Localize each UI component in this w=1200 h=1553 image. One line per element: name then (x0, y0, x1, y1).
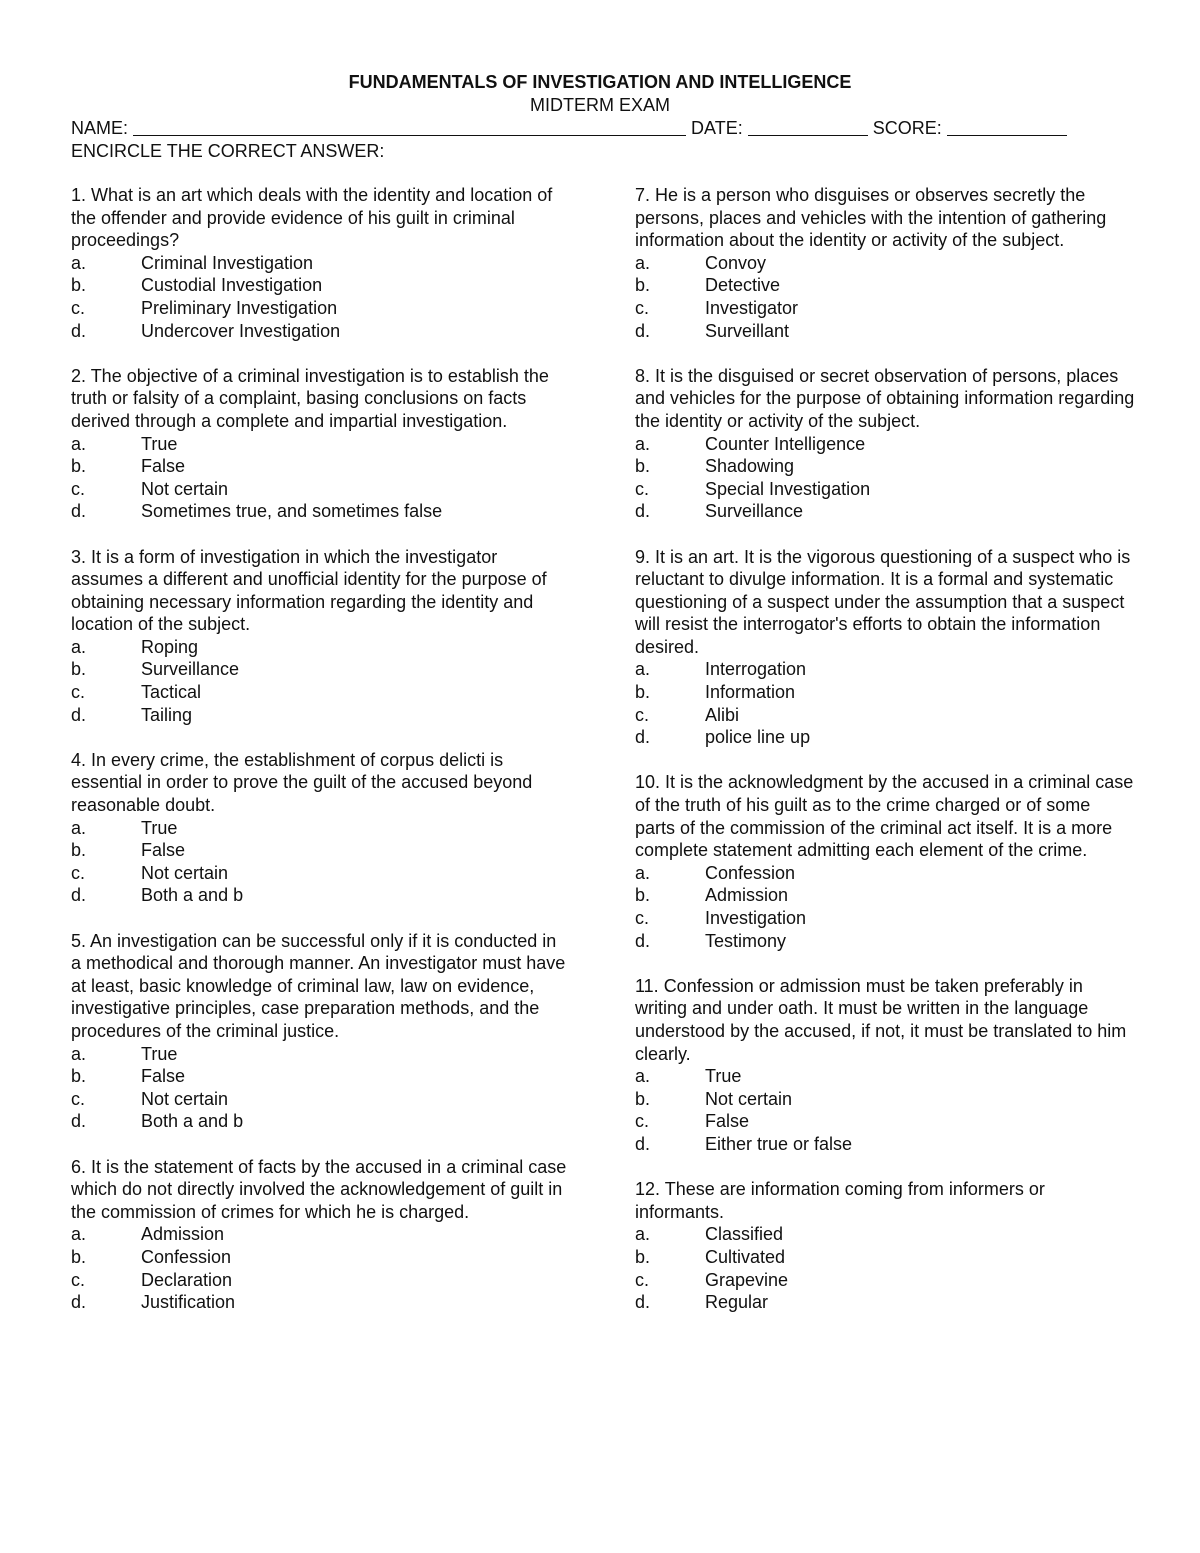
answer-choice[interactable] (635, 252, 1135, 275)
choice-text: False (141, 456, 186, 477)
answer-choice[interactable] (635, 1133, 1135, 1156)
answer-choice[interactable] (71, 455, 571, 478)
choice-text: Interrogation (705, 659, 807, 680)
answer-choice[interactable] (71, 320, 571, 343)
choice-letter: a. (71, 252, 87, 273)
choice-text: Not certain (141, 862, 229, 883)
choice-letter: b. (71, 840, 87, 861)
choice-letter: b. (71, 1066, 87, 1087)
choice-text: False (141, 840, 186, 861)
choice-letter: b. (71, 275, 87, 296)
choice-letter: d. (635, 320, 651, 341)
question-text: 2. The objective of a criminal investigation is to establish the truth or falsity of a complaint, basing conclusions on facts derived through a complete and impartial investigation. (71, 365, 549, 431)
question-text: 8. It is the disguised or secret observation of persons, places and vehicles for the purpose of obtaining information regarding the identity or activity of the subject. (635, 365, 1135, 431)
question-block (71, 930, 571, 1133)
choice-letter: c. (635, 1269, 650, 1290)
answer-choice[interactable] (71, 274, 571, 297)
choice-letter: d. (635, 501, 651, 522)
choice-text: Cultivated (705, 1246, 786, 1267)
choice-text: Counter Intelligence (705, 433, 866, 454)
choice-letter: a. (71, 636, 87, 657)
answer-choice[interactable] (635, 1223, 1135, 1246)
instruction-text: ENCIRCLE THE CORRECT ANSWER: (71, 141, 385, 161)
choice-text: Tactical (141, 682, 202, 703)
choice-text: Alibi (705, 704, 740, 725)
choice-letter: c. (71, 682, 86, 703)
choice-text: Preliminary Investigation (141, 297, 338, 318)
answer-choice[interactable] (71, 297, 571, 320)
answer-choice[interactable] (71, 1269, 571, 1292)
question-text: 7. He is a person who disguises or observes secretly the persons, places and vehicles with the intention of gathering information about the identity or activity of the subject. (635, 185, 1107, 251)
choice-letter: a. (71, 1043, 87, 1064)
answer-choice[interactable] (635, 1291, 1135, 1314)
question-block (635, 1178, 1135, 1314)
choice-letter: c. (635, 478, 650, 499)
choice-letter: b. (635, 682, 651, 703)
right-question-column (635, 184, 1135, 1336)
answer-choice[interactable] (635, 726, 1135, 749)
choice-text: True (141, 817, 178, 838)
answer-choice[interactable] (635, 274, 1135, 297)
choice-letter: c. (635, 1111, 650, 1132)
answer-choice[interactable] (635, 320, 1135, 343)
question-block (71, 546, 571, 727)
choice-letter: c. (71, 1269, 86, 1290)
score-label: SCORE: (872, 118, 942, 138)
name-blank (133, 119, 686, 136)
answer-choice[interactable] (71, 1291, 571, 1314)
choice-letter: d. (71, 1292, 87, 1313)
choice-text: Surveillance (141, 659, 240, 680)
choice-letter: c. (71, 862, 86, 883)
question-block (635, 975, 1135, 1156)
choice-text: Sometimes true, and sometimes false (141, 501, 443, 522)
answer-choice[interactable] (635, 297, 1135, 320)
choice-text: True (705, 1066, 742, 1087)
answer-choice[interactable] (635, 907, 1135, 930)
choice-text: Shadowing (705, 456, 795, 477)
left-question-column (71, 184, 571, 1336)
answer-choice[interactable] (71, 704, 571, 727)
choice-letter: d. (635, 1133, 651, 1154)
choice-text: Criminal Investigation (141, 252, 314, 273)
answer-choice[interactable] (635, 930, 1135, 953)
answer-choice[interactable] (635, 862, 1135, 885)
choice-letter: a. (635, 1066, 651, 1087)
choice-text: Both a and b (141, 885, 244, 906)
choice-text: Information (705, 682, 796, 703)
question-text: 5. An investigation can be successful only if it is conducted in a methodical and thorough manner. An investigator must have at least, basic knowledge of criminal law, law on evidence, investigative principles, case preparation methods, and the procedures of the criminal justice. (71, 930, 566, 1041)
question-text: 11. Confession or admission must be taken preferably in writing and under oath. It must be written in the language understood by the accused, if not, it must be translated to him clearly. (635, 975, 1127, 1064)
answer-choice[interactable] (71, 1110, 571, 1133)
choice-text: Tailing (141, 704, 193, 725)
question-text: 1. What is an art which deals with the identity and location of the offender and provide evidence of his guilt in criminal proceedings? (71, 185, 553, 251)
choice-letter: a. (635, 1224, 651, 1245)
answer-choice[interactable] (635, 884, 1135, 907)
answer-choice[interactable] (635, 681, 1135, 704)
choice-letter: b. (635, 1088, 651, 1109)
answer-choice[interactable] (71, 500, 571, 523)
choice-text: Surveillance (705, 501, 804, 522)
choice-text: Confession (141, 1246, 232, 1267)
answer-choice[interactable] (635, 658, 1135, 681)
choice-text: Both a and b (141, 1111, 244, 1132)
answer-choice[interactable] (71, 433, 571, 456)
choice-text: False (141, 1066, 186, 1087)
question-block (635, 184, 1135, 342)
choice-letter: c. (635, 908, 650, 928)
choice-letter: c. (635, 704, 650, 725)
choice-letter: c. (71, 478, 86, 499)
choice-letter: a. (71, 1224, 87, 1245)
choice-text: Not certain (705, 1088, 793, 1109)
choice-letter: a. (635, 659, 651, 680)
choice-text: Admission (705, 885, 789, 906)
choice-letter: a. (635, 862, 651, 883)
choice-text: Not certain (141, 1088, 229, 1109)
choice-letter: b. (635, 275, 651, 296)
answer-choice[interactable] (71, 252, 571, 275)
question-text: 3. It is a form of investigation in which the investigator assumes a different and unofficial identity for the purpose of obtaining necessary information regarding the identity and location of the subject. (71, 546, 547, 635)
question-text: 4. In every crime, the establishment of corpus delicti is essential in order to prove the guilt of the accused beyond reasonable doubt. (71, 749, 533, 816)
choice-letter: a. (71, 433, 87, 454)
answer-choice[interactable] (71, 1065, 571, 1088)
choice-text: Investigator (705, 297, 799, 318)
answer-choice[interactable] (71, 839, 571, 862)
choice-letter: d. (635, 727, 651, 748)
choice-letter: b. (635, 885, 651, 906)
answer-choice[interactable] (635, 1269, 1135, 1292)
answer-choice[interactable] (71, 478, 571, 501)
question-block (635, 365, 1135, 523)
answer-choice[interactable] (635, 1088, 1135, 1111)
answer-choice[interactable] (71, 1043, 571, 1066)
answer-choice[interactable] (635, 1065, 1135, 1088)
student-info-line (71, 117, 1131, 139)
choice-letter: d. (71, 501, 87, 522)
choice-letter: c. (635, 297, 650, 318)
answer-choice[interactable] (71, 1246, 571, 1269)
name-label: NAME: (71, 118, 129, 138)
choice-text: True (141, 433, 178, 454)
date-label: DATE: (691, 118, 743, 138)
choice-letter: b. (71, 1246, 87, 1267)
choice-letter: a. (635, 433, 651, 454)
choice-letter: b. (635, 1246, 651, 1267)
choice-text: Grapevine (705, 1269, 789, 1290)
choice-letter: d. (71, 885, 87, 906)
choice-text: Detective (705, 275, 781, 296)
choice-text: False (705, 1111, 750, 1132)
question-text: 6. It is the statement of facts by the accused in a criminal case which do not directly involved the acknowledgement of guilt in the commission of crimes for which he is charged. (71, 1156, 567, 1222)
choice-text: Classified (705, 1224, 784, 1245)
choice-letter: c. (71, 1088, 86, 1109)
question-text: 9. It is an art. It is the vigorous questioning of a suspect who is reluctant to divulge information. It is a formal and systematic questioning of a suspect under the assumption that a suspect will resist the interrogator's efforts to obtain the information desired. (635, 546, 1131, 657)
answer-choice[interactable] (71, 1088, 571, 1111)
answer-choice[interactable] (635, 1110, 1135, 1133)
choice-text: Convoy (705, 252, 767, 273)
answer-choice[interactable] (635, 1246, 1135, 1269)
choice-text: Investigation (705, 908, 807, 928)
answer-choice[interactable] (635, 704, 1135, 727)
question-block (635, 771, 1135, 952)
answer-choice[interactable] (71, 681, 571, 704)
choice-text: Either true or false (705, 1133, 853, 1154)
choice-letter: b. (71, 456, 87, 477)
choice-letter: d. (635, 930, 651, 951)
choice-text: Justification (141, 1292, 236, 1313)
question-block (71, 184, 571, 342)
answer-choice[interactable] (635, 455, 1135, 478)
question-block (71, 749, 571, 907)
answer-choice[interactable] (71, 862, 571, 885)
choice-text: Undercover Investigation (141, 320, 341, 341)
question-block (635, 546, 1135, 749)
date-blank (748, 119, 868, 136)
choice-text: Custodial Investigation (141, 275, 323, 296)
score-blank (947, 119, 1067, 136)
choice-letter: d. (635, 1292, 651, 1313)
answer-choice[interactable] (71, 884, 571, 907)
choice-text: Special Investigation (705, 478, 871, 499)
question-block (71, 1156, 571, 1314)
choice-text: True (141, 1043, 178, 1064)
answer-choice[interactable] (71, 1223, 571, 1246)
question-block (71, 365, 571, 523)
answer-choice[interactable] (635, 500, 1135, 523)
choice-text: police line up (705, 727, 811, 748)
choice-letter: a. (71, 817, 87, 838)
exam-title: FUNDAMENTALS OF INVESTIGATION AND INTELLIGENCE (348, 72, 852, 92)
choice-text: Surveillant (705, 320, 790, 341)
exam-subtitle: MIDTERM EXAM (529, 95, 670, 115)
question-text: 12. These are information coming from informers or informants. (635, 1179, 1045, 1222)
choice-text: Declaration (141, 1269, 233, 1290)
answer-choice[interactable] (71, 658, 571, 681)
choice-letter: a. (635, 252, 651, 273)
choice-letter: c. (71, 297, 86, 318)
choice-text: Roping (141, 636, 199, 657)
choice-text: Regular (705, 1292, 769, 1313)
choice-text: Not certain (141, 478, 229, 499)
answer-choice[interactable] (71, 636, 571, 659)
choice-letter: b. (71, 659, 87, 680)
choice-letter: d. (71, 1111, 87, 1132)
choice-text: Admission (141, 1224, 225, 1245)
answer-choice[interactable] (71, 817, 571, 840)
choice-letter: d. (71, 704, 87, 725)
answer-choice[interactable] (635, 433, 1135, 456)
choice-letter: b. (635, 456, 651, 477)
choice-letter: d. (71, 320, 87, 341)
answer-choice[interactable] (635, 478, 1135, 501)
choice-text: Testimony (705, 930, 787, 951)
question-text: 10. It is the acknowledgment by the accused in a criminal case of the truth of his guilt as to the crime charged or of some parts of the commission of the criminal act itself. It is a more complete statement admitting each element of the crime. (635, 772, 1134, 861)
choice-text: Confession (705, 862, 796, 883)
